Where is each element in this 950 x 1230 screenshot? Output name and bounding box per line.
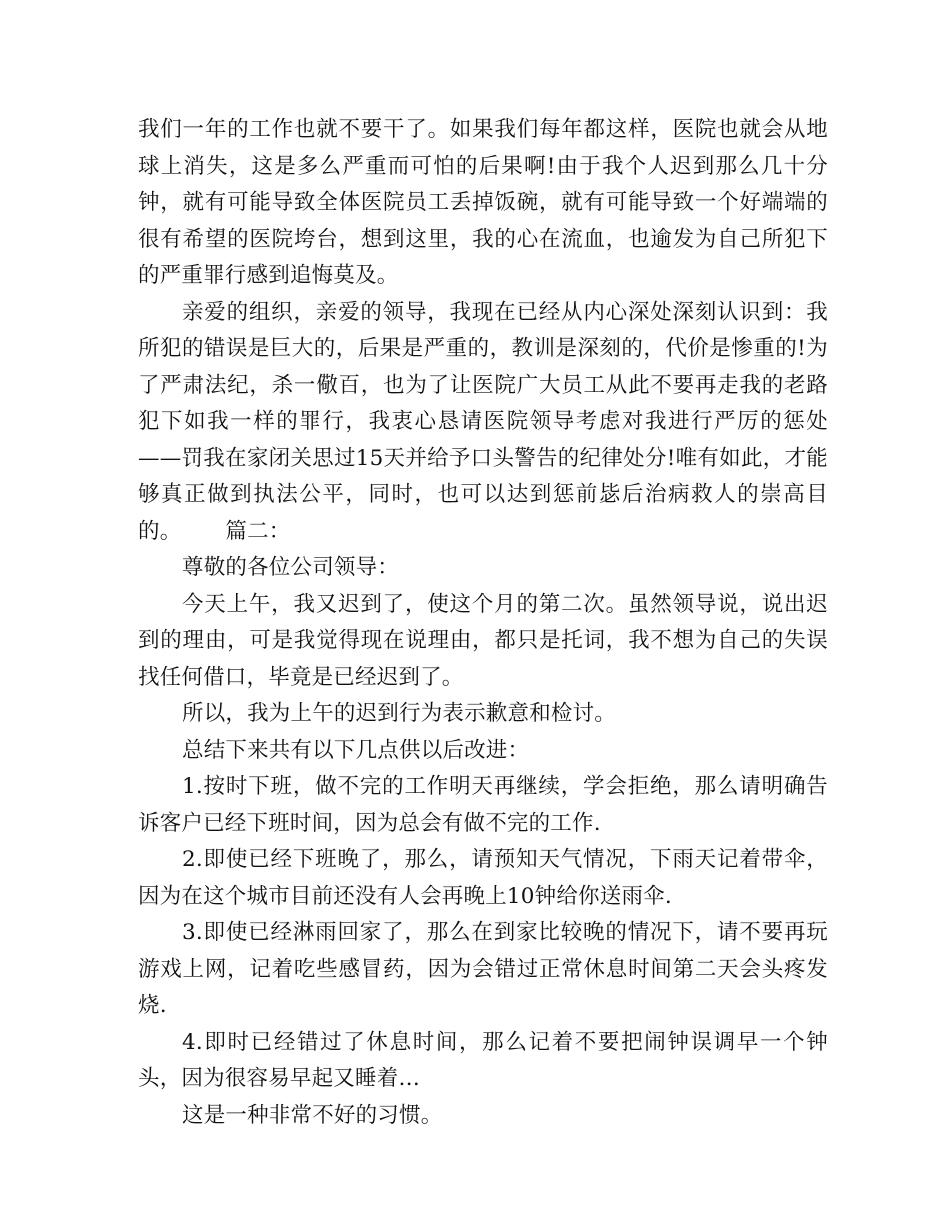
- section-label-part-two: 篇二：: [225, 518, 291, 544]
- list-item-3: 3.即使已经淋雨回家了，那么在到家比较晚的情况下，请不要再玩游戏上网，记着吃些感冒药，因为会错过正常休息时间第二天会头疼发烧.: [138, 920, 828, 1018]
- list-item-4: 4.即时已经错过了休息时间，那么记着不要把闹钟误调早一个钟头，因为很容易早起又睡着…: [138, 1029, 828, 1091]
- list-item-2: 2.即使已经下班晚了，那么，请预知天气情况，下雨天记着带伞，因为在这个城市目前还没有人会再晚上10钟给你送雨伞.: [138, 847, 828, 909]
- paragraph-6: 总结下来共有以下几点供以后改进：: [182, 737, 530, 763]
- paragraph-2: [138, 295, 828, 551]
- salutation: 尊敬的各位公司领导：: [182, 555, 400, 580]
- paragraph-1: 我们一年的工作也就不要干了。如果我们每年都这样，医院也就会从地球上消失，这是多么严重而可怕的后果啊!由于我个人迟到那么几十分钟，就有可能导致全体医院员工丢掉饭碗，就有可能导致一个好端端的很有希望的医院垮台，想到这里，我的心在流血，也逾发为自己所犯下的严重罪行感到追悔莫及。: [138, 117, 828, 288]
- paragraph-5: 所以，我为上午的迟到行为表示歉意和检讨。: [182, 701, 617, 726]
- list-item-1: 1.按时下班，做不完的工作明天再继续，学会拒绝，那么请明确告诉客户已经下班时间，因为总会有做不完的工作.: [138, 774, 828, 836]
- closing-paragraph: 这是一种非常不好的习惯。: [182, 1102, 443, 1128]
- document-body: [138, 112, 828, 1134]
- paragraph-2-text: 亲爱的组织，亲爱的领导，我现在已经从内心深处深刻认识到：我所犯的错误是巨大的，后果是严重的，教训是深刻的，代价是惨重的!为了严肃法纪，杀一儆百，也为了让医院广大员工从此不要再走我的老路犯下如我一样的罪行，我衷心恳请医院领导考虑对我进行严厉的惩处——罚我在家闭关思过15天并给予口头警告的纪律处分!唯有如此，才能够真正做到执法公平，同时，也可以达到惩前毖后治病救人的崇高目的。: [138, 299, 828, 544]
- paragraph-4: 今天上午，我又迟到了，使这个月的第二次。虽然领导说，说出迟到的理由，可是我觉得现在说理由，都只是托词，我不想为自己的失误找任何借口，毕竟是已经迟到了。: [138, 591, 828, 690]
